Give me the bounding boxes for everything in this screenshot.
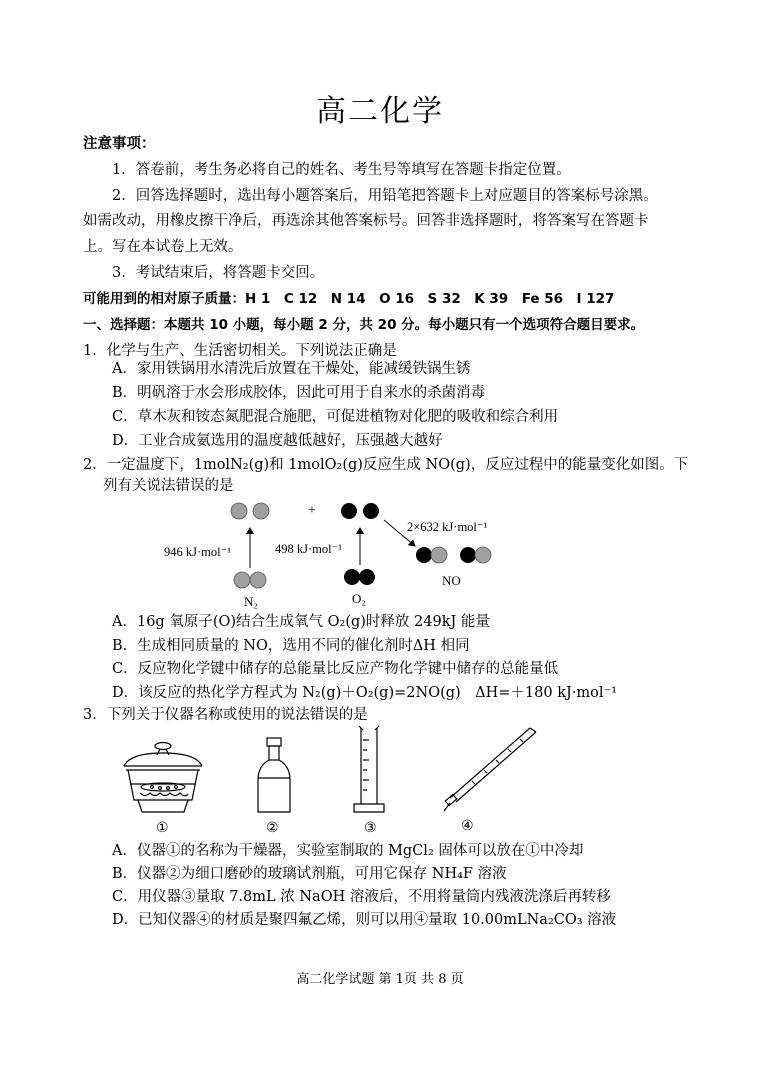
o-atom-top-2 — [363, 503, 379, 519]
section-heading: 一、选择题：本题共 10 小题，每小题 2 分，共 20 分。每小题只有一个选项符合题目要求。 — [83, 317, 645, 333]
n2-label: N₂ — [244, 594, 258, 609]
desiccator-icon — [124, 743, 202, 813]
q3-option-d: D．已知仪器④的材质是聚四氟乙烯，则可以用④量取 10.00mLNa₂CO₃ 溶液 — [112, 912, 617, 928]
notice-item-2: 2．回答选择题时，选出每小题答案后，用铅笔把答题卡上对应题目的答案标号涂黑。 — [112, 188, 658, 204]
measuring-cylinder-icon — [354, 726, 384, 812]
reagent-bottle-icon — [258, 738, 290, 812]
burette-icon — [444, 728, 536, 811]
q2-stem: 2．一定温度下，1molN₂(g)和 1molO₂(g)反应生成 NO(g)，反应过程中的能量变化如图。下 — [83, 457, 689, 473]
q1-option-a: A．家用铁锅用水清洗后放置在干燥处，能减缓铁锅生锈 — [112, 361, 471, 377]
o2-atom-1 — [344, 569, 360, 585]
instrument-4-label: ④ — [461, 819, 474, 834]
q3-option-a: A．仪器①的名称为干燥器，实验室制取的 MgCl₂ 固体可以放在①中冷却 — [112, 843, 584, 859]
q3-option-b: B．仪器②为细口磨砂的玻璃试剂瓶，可用它保存 NH₄F 溶液 — [112, 866, 507, 882]
q3-option-c: C．用仪器③量取 7.8mL 浓 NaOH 溶液后，不用将量筒内残液洗涤后再转移 — [112, 889, 611, 905]
q3-stem: 3．下列关于仪器名称或使用的说法错误的是 — [83, 707, 368, 723]
q2-option-d: D．该反应的热化学方程式为 N₂(g)＋O₂(g)=2NO(g) ΔH=＋180 kJ·mol⁻¹ — [112, 685, 618, 701]
notice-item-3: 3．考试结束后，将答题卡交回。 — [112, 265, 325, 281]
o2-energy-label: 498 kJ·mol⁻¹ — [275, 542, 342, 556]
o2-label: O₂ — [352, 591, 366, 606]
n2-energy-label: 946 kJ·mol⁻¹ — [164, 545, 231, 559]
o-atom-top-1 — [341, 503, 357, 519]
no2-n-atom — [475, 547, 491, 563]
page-title: 高二化学 — [316, 94, 444, 129]
q2-stem-cont: 列有关说法错误的是 — [103, 478, 234, 494]
no-label: NO — [442, 573, 461, 588]
instrument-1-label: ① — [156, 821, 169, 836]
q1-option-c: C．草木灰和铵态氮肥混合施肥，可促进植物对化肥的吸收和综合利用 — [112, 409, 559, 425]
o2-atom-2 — [359, 569, 375, 585]
q2-option-c: C．反应物化学键中储存的总能量比反应产物化学键中储存的总能量低 — [112, 661, 559, 677]
notice-heading: 注意事项： — [83, 136, 156, 152]
notice-item-1: 1．答卷前，考生务必将自己的姓名、考生号等填写在答题卡指定位置。 — [112, 162, 571, 178]
no-energy-label: 2×632 kJ·mol⁻¹ — [407, 520, 488, 534]
n-atom-top-1 — [231, 503, 247, 519]
q1-option-d: D．工业合成氨选用的温度越低越好，压强越大越好 — [112, 433, 443, 449]
no1-o-atom — [416, 547, 432, 563]
q2-option-b: B．生成相同质量的 NO，选用不同的催化剂时ΔH 相同 — [112, 638, 470, 654]
page-footer: 高二化学试题 第 1页 共 8 页 — [296, 972, 464, 987]
plus-sign: + — [308, 503, 316, 518]
no1-n-atom — [431, 547, 447, 563]
q1-stem: 1．化学与生产、生活密切相关。下列说法正确是 — [83, 343, 397, 359]
n-atom-top-2 — [253, 503, 269, 519]
notice-item-2-cont: 如需改动，用橡皮擦干净后，再选涂其他答案标号。回答非选择题时，将答案写在答题卡 — [83, 213, 649, 229]
q2-option-a: A．16g 氧原子(O)结合生成氧气 O₂(g)时释放 249kJ 能量 — [112, 614, 490, 630]
instrument-3-label: ③ — [364, 821, 377, 836]
atomic-masses: 可能用到的相对原子质量：H 1 C 12 N 14 O 16 S 32 K 39 Fe 56 I 127 — [83, 291, 615, 307]
instrument-2-label: ② — [266, 821, 279, 836]
no2-o-atom — [460, 547, 476, 563]
q1-option-b: B．明矾溶于水会形成胶体，因此可用于自来水的杀菌消毒 — [112, 385, 486, 401]
notice-item-2-end: 上。写在本试卷上无效。 — [83, 239, 243, 255]
n2-atom-1 — [234, 572, 250, 588]
n2-atom-2 — [250, 572, 266, 588]
